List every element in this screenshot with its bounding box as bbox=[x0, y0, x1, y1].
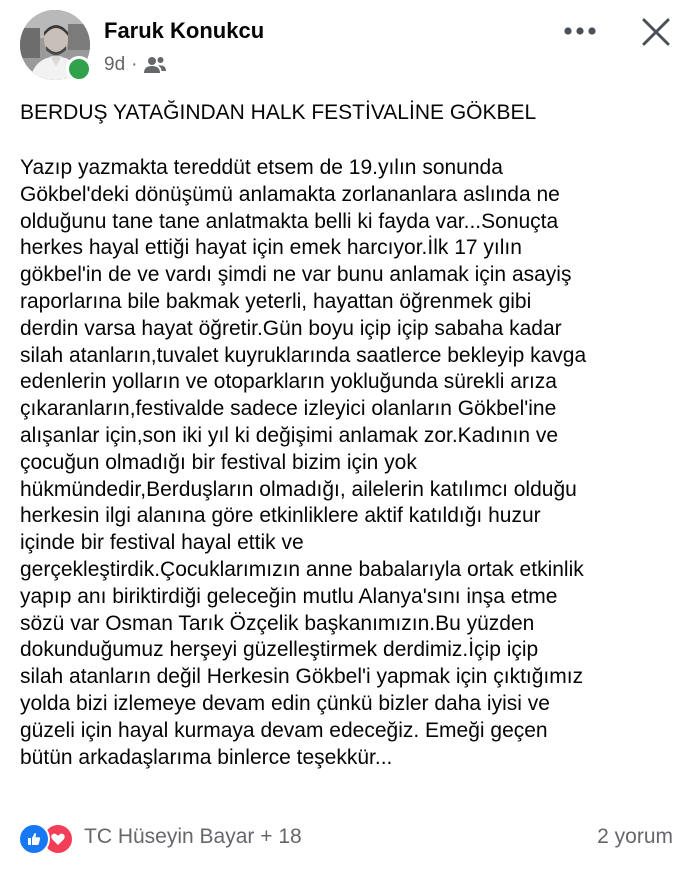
post-text-line: dokunduğumuz herşeyi güzelleştirmek derdimiz.İçip içip bbox=[20, 638, 539, 662]
post-text-line: gerçekleştirdik.Çocuklarımızın anne babalarıyla ortak etkinlik bbox=[20, 557, 584, 581]
post-footer bbox=[0, 818, 693, 858]
post-text-line: çıkaranların,festivalde sadece izleyici olanların Gökbel'ine bbox=[20, 397, 557, 421]
author-name[interactable]: Faruk Konukcu bbox=[104, 18, 265, 43]
post-text-line: hükmündedir,Berduşların olmadığı, ailelerin katılımcı olduğu bbox=[20, 477, 577, 501]
more-horizontal-icon bbox=[563, 26, 597, 36]
post-text-line: bütün arkadaşlarıma binlerce teşekkür... bbox=[20, 745, 393, 769]
post-body-text bbox=[20, 155, 680, 771]
post-text-line: Gökbel'deki dönüşümü anlamakta zorlananlara aslında ne bbox=[20, 182, 560, 206]
comment-count[interactable]: 2 yorum bbox=[597, 825, 673, 848]
post-text-line: olduğunu tane tane anlatmakta belli ki fayda var...Sonuçta bbox=[20, 209, 559, 233]
post-text-line: silah atanların değil Herkesin Gökbel'i yapmak için çıktığımız bbox=[20, 665, 584, 689]
post-text-line: çocuğun olmadığı bir festival bizim için yok bbox=[20, 450, 417, 474]
post-text-line: derdin varsa hayat öğretir.Gün boyu içip içip sabaha kadar bbox=[20, 316, 562, 340]
post-text-line: alışanlar için,son iki yıl ki değişimi anlamak zor.Kadının ve bbox=[20, 423, 559, 447]
meta-separator: · bbox=[131, 54, 138, 75]
post-header bbox=[0, 0, 693, 90]
post-text-line: yolda bizi izlemeye devam edin çünkü bizler daha iyisi ve bbox=[20, 691, 550, 715]
post-text-line: silah atanların,tuvalet kuyruklarında saatlerce bekleyip kavga bbox=[20, 343, 587, 367]
post-text-line: Yazıp yazmakta tereddüt etsem de 19.yılın sonunda bbox=[20, 156, 503, 179]
post-title: BERDUŞ YATAĞINDAN HALK FESTİVALİNE GÖKBEL bbox=[20, 101, 537, 124]
author-avatar[interactable] bbox=[20, 10, 90, 80]
more-options-button[interactable] bbox=[558, 14, 602, 48]
close-button[interactable] bbox=[636, 12, 676, 52]
post-meta bbox=[104, 52, 167, 78]
post-timestamp[interactable]: 9d bbox=[104, 54, 126, 75]
post-text-line: gökbel'in de ve vardı şimdi ne var bunu anlamak için asayiş bbox=[20, 263, 572, 287]
reaction-summary[interactable]: TC Hüseyin Bayar + 18 bbox=[84, 825, 302, 848]
post-text-line: raporlarına bile bakmak yeterli, hayattan öğrenmek gibi bbox=[20, 289, 532, 313]
post-text-line: güzeli için hayal kurmaya devam edeceğiz. Emeği geçen bbox=[20, 718, 548, 742]
post-text-line: yapıp anı biriktirdiği geleceğin mutlu Alanya'sını inşa etme bbox=[20, 584, 558, 608]
post-text-line: içinde bir festival hayal ettik ve bbox=[20, 531, 304, 555]
post-text-line: herkes hayal ettiği hayat için emek harcıyor.İlk 17 yılın bbox=[20, 236, 522, 260]
online-status-dot bbox=[66, 56, 92, 82]
reaction-icons[interactable] bbox=[18, 823, 80, 853]
friends-icon[interactable] bbox=[143, 55, 167, 75]
post-text-line: sözü var Osman Tarık Özçelik başkanımızın.Bu yüzden bbox=[20, 611, 535, 635]
close-icon bbox=[641, 17, 671, 47]
post-text-line: herkesin ilgi alanına göre etkinliklere aktif katıldığı huzur bbox=[20, 504, 541, 528]
like-icon bbox=[18, 823, 50, 855]
post-text-line: edenlerin yolların ve otoparkların yokluğunda sürekli arıza bbox=[20, 370, 557, 394]
